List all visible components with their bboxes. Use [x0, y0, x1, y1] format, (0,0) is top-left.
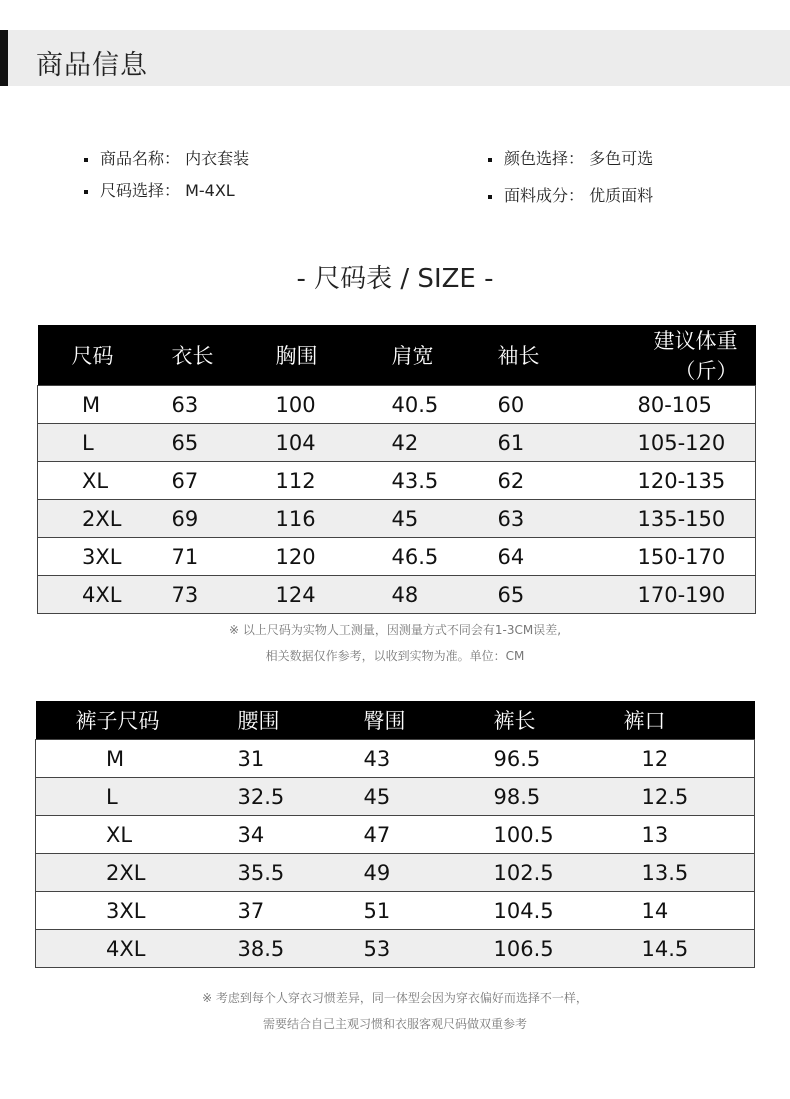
table-cell: 38.5	[238, 930, 364, 968]
table-cell: 43	[364, 740, 494, 778]
table-cell: 71	[172, 538, 276, 576]
bullet-icon	[488, 195, 492, 199]
table-cell: 32.5	[238, 778, 364, 816]
table-row	[38, 424, 756, 462]
table-cell: 104.5	[494, 892, 624, 930]
table-cell: M	[38, 386, 172, 424]
table-cell: 13	[624, 816, 755, 854]
table-header-row	[38, 325, 756, 386]
table-row	[38, 576, 756, 614]
bullet-icon	[488, 158, 492, 162]
info-fabric-text: 面料成分： 优质面料	[504, 186, 654, 205]
fit-note-line: 需要结合自己主观习惯和衣服客观尺码做双重参考	[262, 1017, 527, 1031]
table-cell: 63	[498, 500, 610, 538]
table-cell: 42	[392, 424, 498, 462]
table-cell: 40.5	[392, 386, 498, 424]
table-cell: 60	[498, 386, 610, 424]
table-cell: 65	[498, 576, 610, 614]
fit-note-line: ※ 考虑到每个人穿衣习惯差异，同一体型会因为穿衣偏好而选择不一样，	[202, 991, 588, 1005]
fit-note	[0, 985, 790, 1037]
table-cell: 73	[172, 576, 276, 614]
header-cell: 腰围	[238, 701, 364, 740]
info-size-options-text: 尺码选择： M-4XL	[100, 181, 235, 200]
measurement-note-line: ※ 以上尺码为实物人工测量，因测量方式不同会有1-3CM误差,	[228, 623, 562, 637]
table-row	[36, 930, 755, 968]
table-cell: 43.5	[392, 462, 498, 500]
table-cell: 112	[276, 462, 392, 500]
header-cell: 衣长	[172, 325, 276, 386]
bullet-icon	[84, 190, 88, 194]
table-row	[36, 816, 755, 854]
header-accent-bar	[0, 30, 8, 86]
table-cell: 45	[392, 500, 498, 538]
table-cell: 106.5	[494, 930, 624, 968]
top-size-table	[37, 325, 756, 614]
measurement-note-line: 相关数据仅作参考，以收到实物为准。单位：CM	[265, 649, 525, 663]
table-cell: 46.5	[392, 538, 498, 576]
table-row	[36, 740, 755, 778]
table-cell: 2XL	[36, 854, 238, 892]
table-cell: 100	[276, 386, 392, 424]
table-cell: 170-190	[610, 576, 756, 614]
info-product-name	[84, 146, 249, 169]
table-row	[36, 892, 755, 930]
header-cell: 裤子尺码	[36, 701, 238, 740]
table-cell: 104	[276, 424, 392, 462]
bullet-icon	[84, 158, 88, 162]
table-cell: 13.5	[624, 854, 755, 892]
table-cell: L	[36, 778, 238, 816]
table-cell: 34	[238, 816, 364, 854]
table-cell: 100.5	[494, 816, 624, 854]
table-cell: L	[38, 424, 172, 462]
table-cell: 51	[364, 892, 494, 930]
table-cell: 65	[172, 424, 276, 462]
table-row	[38, 386, 756, 424]
measurement-note	[0, 617, 790, 669]
table-cell: 48	[392, 576, 498, 614]
table-cell: 12.5	[624, 778, 755, 816]
info-product-name-text: 商品名称： 内衣套装	[100, 149, 250, 168]
header-cell: 胸围	[276, 325, 392, 386]
pants-size-table	[35, 701, 755, 968]
table-cell: 80-105	[610, 386, 756, 424]
table-row	[38, 500, 756, 538]
table-cell: 14	[624, 892, 755, 930]
table-cell: 2XL	[38, 500, 172, 538]
table-cell: M	[36, 740, 238, 778]
table-cell: 3XL	[36, 892, 238, 930]
info-fabric	[488, 183, 653, 206]
info-color-options	[488, 146, 653, 169]
table-cell: 3XL	[38, 538, 172, 576]
table-cell: 37	[238, 892, 364, 930]
table-cell: 102.5	[494, 854, 624, 892]
table-cell: 49	[364, 854, 494, 892]
table-header-row	[36, 701, 755, 740]
header-cell: 裤口	[624, 701, 755, 740]
table-cell: 98.5	[494, 778, 624, 816]
table-cell: XL	[38, 462, 172, 500]
header-cell: 肩宽	[392, 325, 498, 386]
table-cell: 120	[276, 538, 392, 576]
table-cell: 120-135	[610, 462, 756, 500]
table-row	[36, 854, 755, 892]
table-cell: 124	[276, 576, 392, 614]
header-cell: 建议体重（斤）	[610, 325, 756, 386]
table-cell: 35.5	[238, 854, 364, 892]
header-cell: 袖长	[498, 325, 610, 386]
table-cell: 105-120	[610, 424, 756, 462]
table-cell: 96.5	[494, 740, 624, 778]
table-cell: 31	[238, 740, 364, 778]
table-cell: 47	[364, 816, 494, 854]
header-cell: 裤长	[494, 701, 624, 740]
table-cell: 53	[364, 930, 494, 968]
section-title: 商品信息	[36, 50, 148, 81]
table-row	[38, 538, 756, 576]
table-row	[36, 778, 755, 816]
info-size-options	[84, 178, 235, 201]
table-cell: 150-170	[610, 538, 756, 576]
table-cell: 116	[276, 500, 392, 538]
table-cell: 45	[364, 778, 494, 816]
table-cell: 135-150	[610, 500, 756, 538]
table-cell: 61	[498, 424, 610, 462]
table-row	[38, 462, 756, 500]
header-cell: 臀围	[364, 701, 494, 740]
size-chart-title: - 尺码表 / SIZE -	[296, 264, 494, 294]
table-cell: 4XL	[36, 930, 238, 968]
section-header	[0, 30, 790, 86]
info-color-options-text: 颜色选择： 多色可选	[504, 149, 654, 168]
table-cell: 14.5	[624, 930, 755, 968]
table-cell: 63	[172, 386, 276, 424]
table-cell: 64	[498, 538, 610, 576]
header-cell: 尺码	[38, 325, 172, 386]
table-cell: 12	[624, 740, 755, 778]
table-cell: XL	[36, 816, 238, 854]
table-cell: 69	[172, 500, 276, 538]
table-cell: 67	[172, 462, 276, 500]
table-cell: 62	[498, 462, 610, 500]
table-cell: 4XL	[38, 576, 172, 614]
